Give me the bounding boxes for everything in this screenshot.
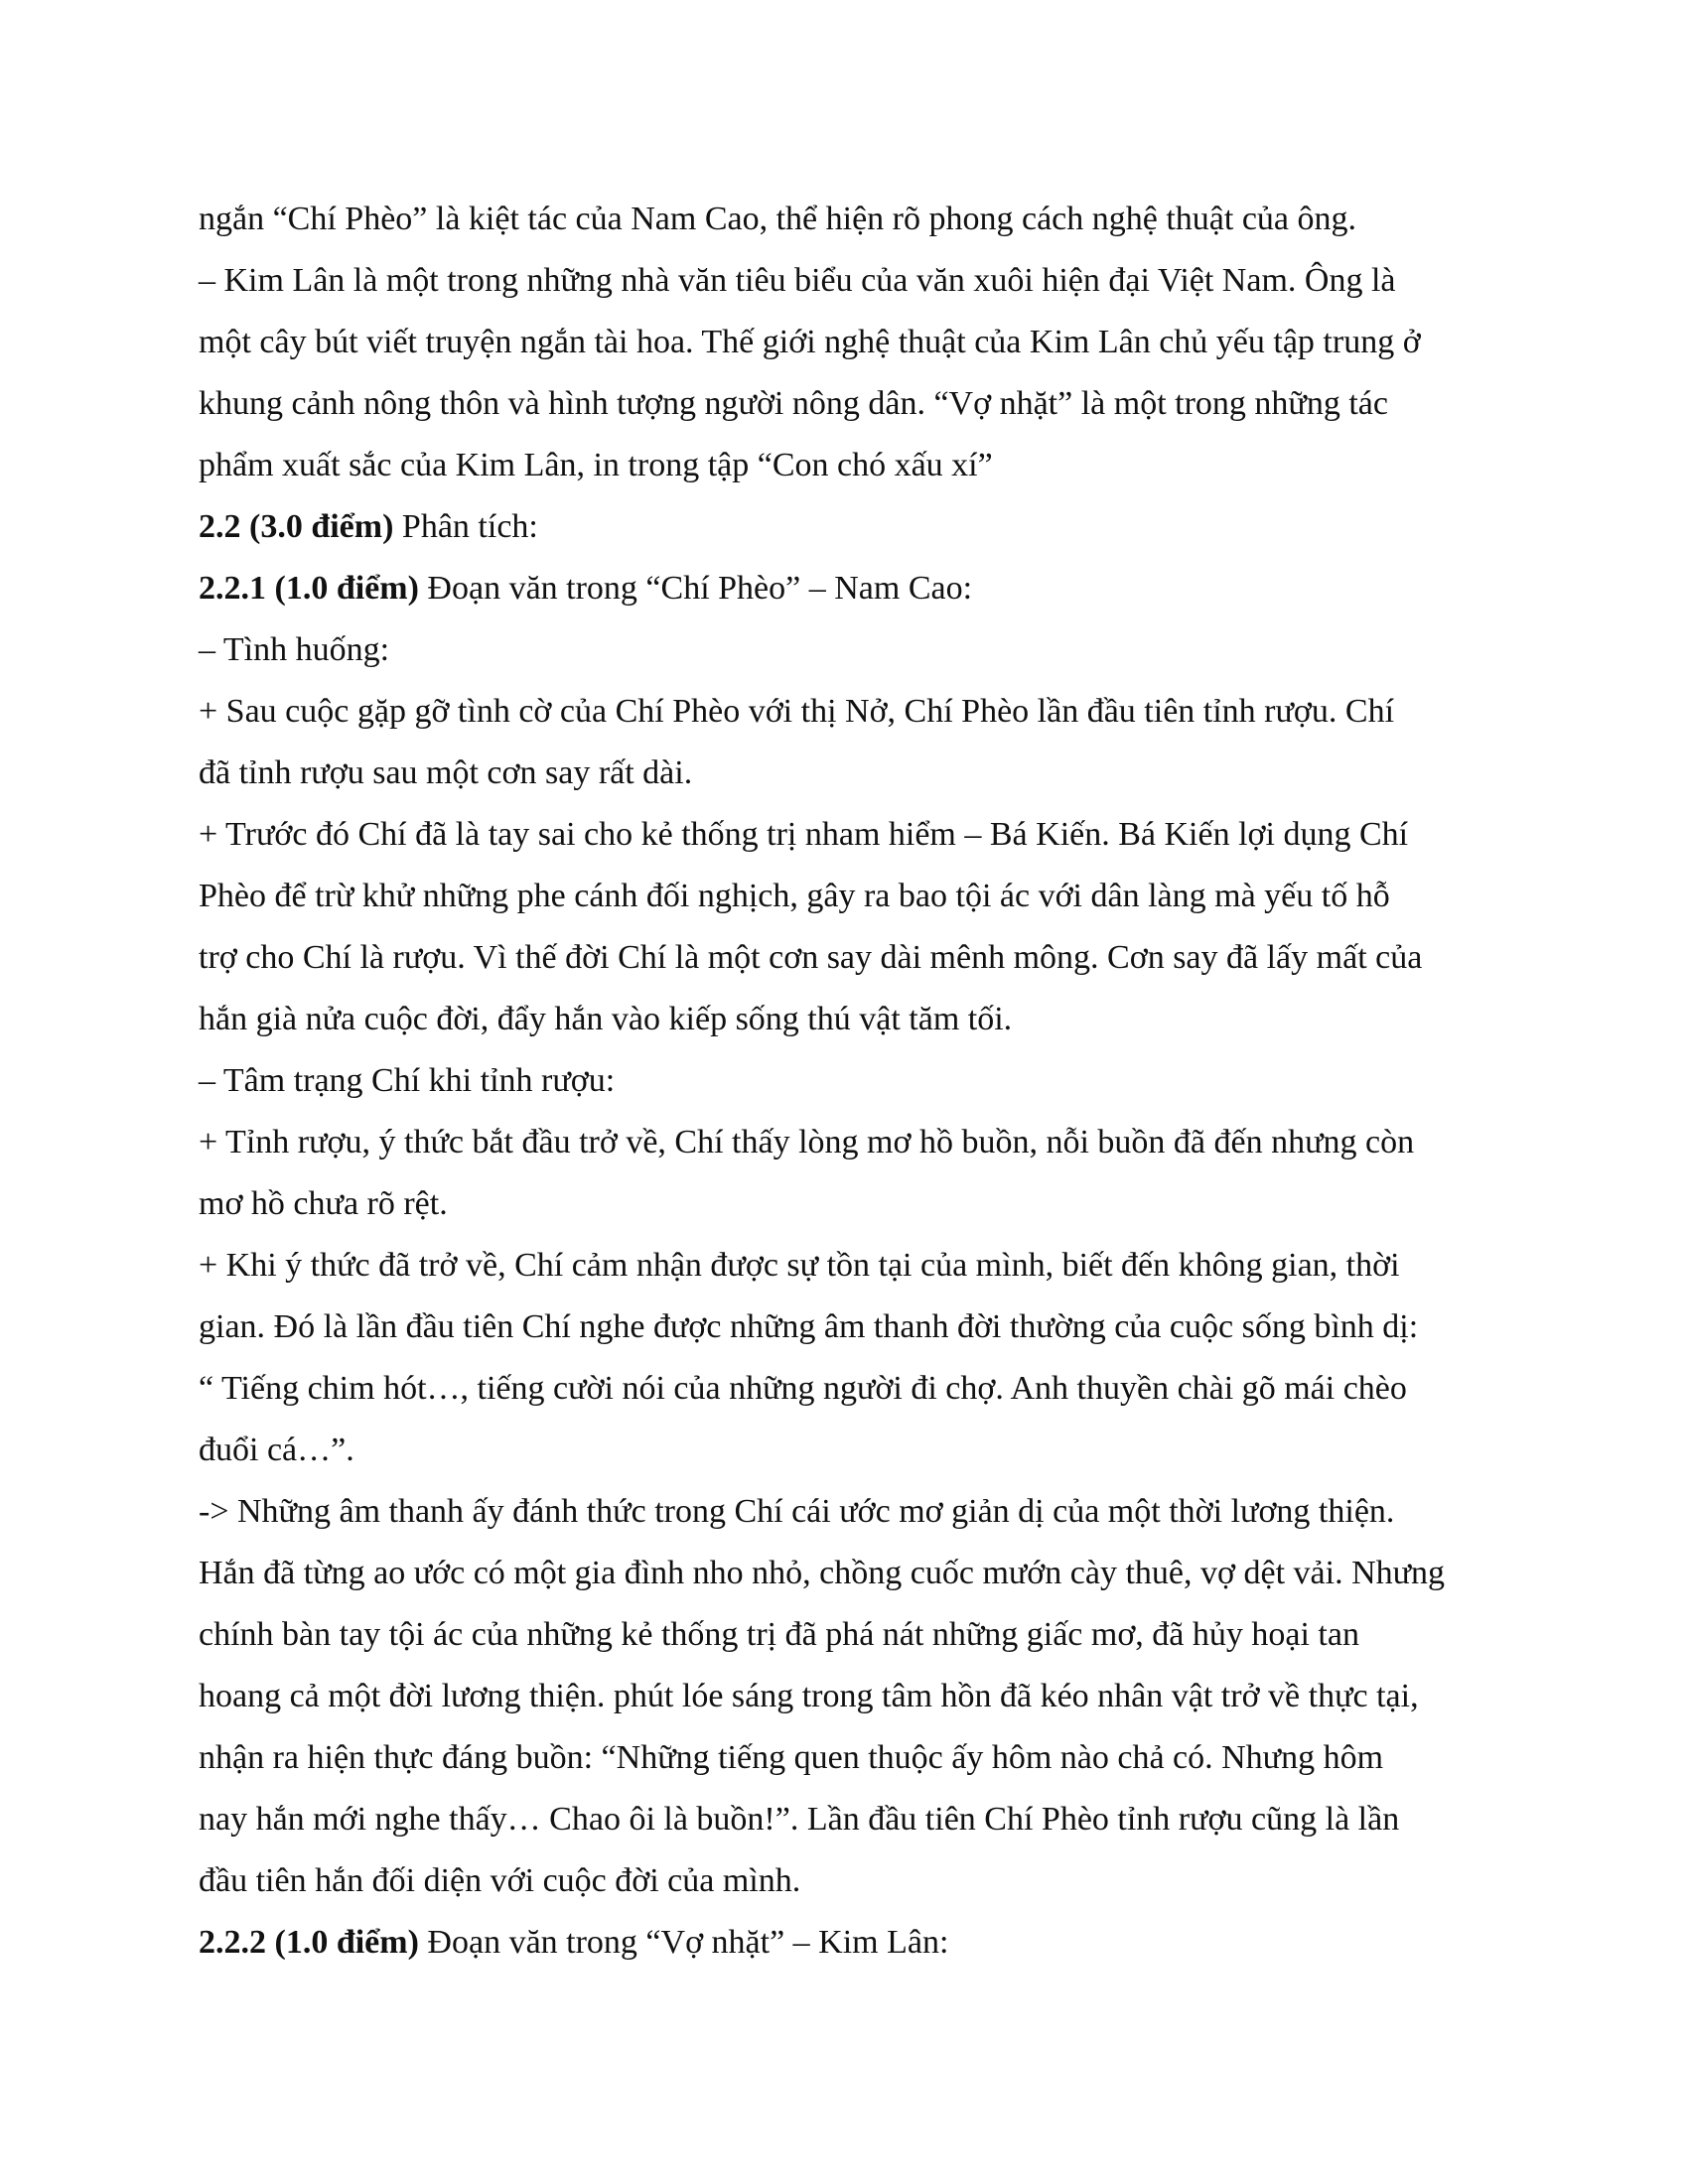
text-line: -> Những âm thanh ấy đánh thức trong Chí cái ước mơ giản dị của một thời lương thiện. xyxy=(199,1493,1395,1530)
text-line: đuổi cá…”. xyxy=(199,1432,354,1468)
text-line: nhận ra hiện thực đáng buồn: “Những tiếng quen thuộc ấy hôm nào chả có. Nhưng hôm xyxy=(199,1739,1384,1776)
text-line: hoang cả một đời lương thiện. phút lóe sáng trong tâm hồn đã kéo nhân vật trở về thực tại, xyxy=(199,1678,1419,1714)
section-heading-2-2-1 xyxy=(199,558,1484,619)
text-line: đã tỉnh rượu sau một cơn say rất dài. xyxy=(199,754,693,791)
document-page xyxy=(199,189,1484,1974)
text-line: mơ hồ chưa rõ rệt. xyxy=(199,1185,448,1222)
text-line: khung cảnh nông thôn và hình tượng người nông dân. “Vợ nhặt” là một trong những tác xyxy=(199,385,1388,422)
text-line: trợ cho Chí là rượu. Vì thế đời Chí là một cơn say dài mênh mông. Cơn say đã lấy mất của xyxy=(199,939,1423,976)
section-title: Đoạn văn trong “Vợ nhặt” – Kim Lân: xyxy=(418,1924,949,1961)
text-line: “ Tiếng chim hót…, tiếng cười nói của những người đi chợ. Anh thuyền chài gõ mái chèo xyxy=(199,1370,1407,1407)
text-line: Phèo để trừ khử những phe cánh đối nghịch, gây ra bao tội ác với dân làng mà yếu tố hỗ xyxy=(199,878,1390,914)
text-line: nay hắn mới nghe thấy… Chao ôi là buồn!”. Lần đầu tiên Chí Phèo tỉnh rượu cũng là lần xyxy=(199,1801,1400,1838)
text-line: + Khi ý thức đã trở về, Chí cảm nhận được sự tồn tại của mình, biết đến không gian, thời xyxy=(199,1247,1400,1284)
text-line: – Kim Lân là một trong những nhà văn tiêu biểu của văn xuôi hiện đại Việt Nam. Ông là xyxy=(199,262,1396,299)
text-line: một cây bút viết truyện ngắn tài hoa. Thế giới nghệ thuật của Kim Lân chủ yếu tập trung ở xyxy=(199,324,1421,360)
text-line: chính bàn tay tội ác của những kẻ thống trị đã phá nát những giấc mơ, đã hủy hoại tan xyxy=(199,1616,1359,1653)
section-number: 2.2.2 (1.0 điểm) xyxy=(199,1924,419,1961)
text-line: gian. Đó là lần đầu tiên Chí nghe được những âm thanh đời thường của cuộc sống bình dị: xyxy=(199,1308,1419,1345)
text-line: + Tỉnh rượu, ý thức bắt đầu trở về, Chí thấy lòng mơ hồ buồn, nỗi buồn đã đến nhưng còn xyxy=(199,1124,1415,1160)
text-line: – Tâm trạng Chí khi tỉnh rượu: xyxy=(199,1062,616,1099)
text-line: hắn già nửa cuộc đời, đẩy hắn vào kiếp sống thú vật tăm tối. xyxy=(199,1001,1013,1037)
text-line: đầu tiên hắn đối diện với cuộc đời của mình. xyxy=(199,1862,801,1899)
section-title: Phân tích: xyxy=(393,508,538,545)
section-title: Đoạn văn trong “Chí Phèo” – Nam Cao: xyxy=(418,570,973,607)
text-line: Hắn đã từng ao ước có một gia đình nho nhỏ, chồng cuốc mướn cày thuê, vợ dệt vải. Nhưng xyxy=(199,1555,1446,1591)
section-heading-2-2 xyxy=(199,496,1484,558)
text-line: + Trước đó Chí đã là tay sai cho kẻ thống trị nham hiểm – Bá Kiến. Bá Kiến lợi dụng Chí xyxy=(199,816,1409,853)
text-line: phẩm xuất sắc của Kim Lân, in trong tập “Con chó xấu xí” xyxy=(199,447,993,483)
text-line: ngắn “Chí Phèo” là kiệt tác của Nam Cao, thể hiện rõ phong cách nghệ thuật của ông. xyxy=(199,201,1357,237)
text-line: – Tình huống: xyxy=(199,631,390,668)
section-heading-2-2-2 xyxy=(199,1912,1484,1974)
text-line: + Sau cuộc gặp gỡ tình cờ của Chí Phèo với thị Nở, Chí Phèo lần đầu tiên tỉnh rượu. Chí xyxy=(199,693,1395,730)
section-number: 2.2.1 (1.0 điểm) xyxy=(199,570,419,607)
section-number: 2.2 (3.0 điểm) xyxy=(199,508,394,545)
